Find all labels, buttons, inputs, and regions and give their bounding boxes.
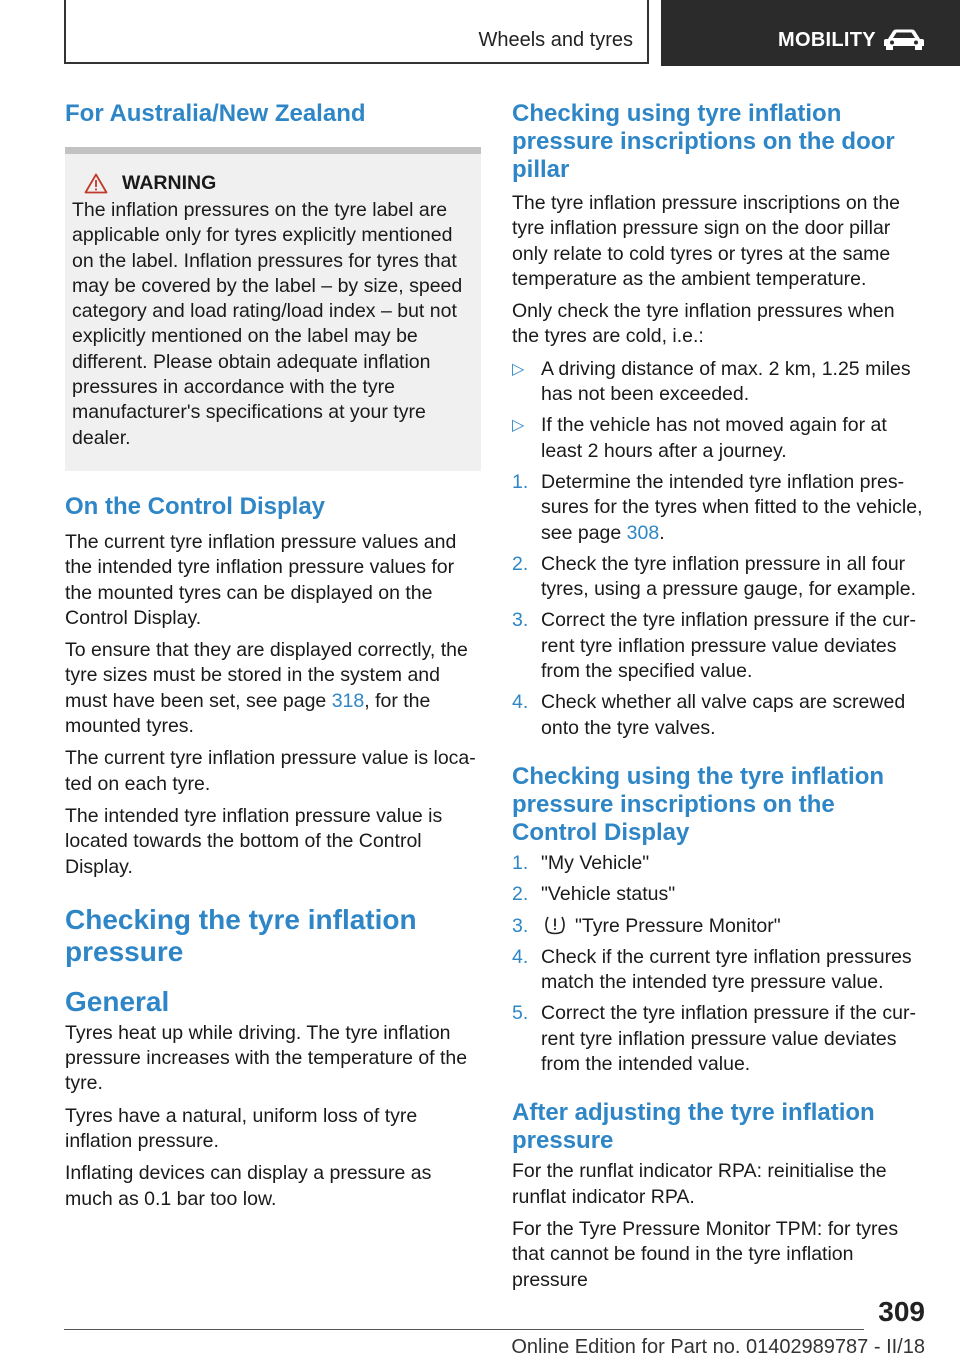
checking-pressure-heading: Checking the tyre inflation pressure: [65, 903, 417, 967]
warning-triangle-icon: [84, 173, 108, 194]
list-item: ▷ A driving distance of max. 2 km, 1.25 miles has not been exceeded.: [512, 357, 925, 408]
left-column: [65, 100, 481, 1219]
warning-label: WARNING: [122, 172, 217, 194]
warning-box: [65, 147, 481, 471]
paragraph: Only check the tyre inflation pressures when the tyres are cold, i.e.:: [512, 300, 895, 348]
control-display-heading: On the Control Display: [65, 492, 326, 520]
chapter-title: MOBILITY: [778, 29, 876, 51]
warning-text: The inflation pressures on the tyre label are applicable only for tyres explicitly mentioned on the label. Inflation pressures for tyres that may be covered by the label – by size, speed category and load rating/load index – but not explicitly mentioned on the label may be different. Please obtain adequate inflation pressures in accordance with the tyre manufacturer's specifications at your tyre dealer.: [72, 199, 463, 449]
edition-text: Online Edition for Part no. 01402989787 - II/18: [511, 1336, 925, 1358]
paragraph: The intended tyre inflation pressure value is located towards the bottom of the Control Display.: [65, 804, 443, 878]
chapter-tab[interactable]: [661, 0, 960, 66]
header-section-box: [64, 0, 649, 64]
paragraph: The current tyre inflation pressure value is located on each tyre.: [65, 747, 476, 795]
list-item: 1. "My Vehicle": [512, 851, 650, 874]
list-item: 3. Correct the tyre inflation pressure if the current tyre inflation pressure value deviates from the specified value.: [512, 609, 916, 683]
general-heading: General: [65, 985, 170, 1017]
car-icon: [883, 28, 925, 50]
page-number: 309: [878, 1296, 925, 1327]
list-item: 2. "Vehicle status": [512, 883, 676, 906]
section-title: Wheels and tyres: [478, 29, 633, 51]
page-link-318[interactable]: 318: [331, 689, 365, 712]
door-pillar-heading: Checking using tyre inflation pressure inscriptions on the door pillar: [512, 100, 895, 183]
list-item: 1. Determine the intended tyre inflation pressures for the tyres when fitted to the vehicle, see page 308.: [512, 470, 923, 544]
list-item: 5. Correct the tyre inflation pressure if the current tyre inflation pressure value deviates from the intended value.: [512, 1002, 916, 1076]
control-display-steps: [512, 851, 925, 1077]
paragraph: Tyres heat up while driving. The tyre inflation pressure increases with the temperature of the tyre.: [65, 1021, 468, 1095]
australia-heading: For Australia/New Zealand: [65, 100, 366, 127]
list-item: 4. Check if the current tyre inflation pressures match the intended tyre pressure value.: [512, 945, 912, 994]
list-item: 2. Check the tyre inflation pressure in all four tyres, using a pressure gauge, for example.: [512, 552, 917, 601]
paragraph: Tyres have a natural, uniform loss of tyre inflation pressure.: [65, 1104, 418, 1153]
warning-header: [84, 172, 471, 195]
paragraph: For the Tyre Pressure Monitor TPM: for tyres that cannot be found in the tyre inflation pressure: [512, 1217, 899, 1291]
right-column: [512, 100, 925, 1300]
paragraph: For the runflat indicator RPA: reinitialise the runflat indicator RPA.: [512, 1160, 887, 1208]
paragraph: To ensure that they are displayed correctly, the tyre sizes must be stored in the system and must have been set, see page 318, for the mounted tyres.: [65, 639, 468, 738]
bullet-marker: ▷: [512, 417, 525, 435]
control-display-check-heading: Checking using the tyre inflation pressure inscriptions on the Control Display: [512, 762, 885, 846]
page-link-308[interactable]: 308: [626, 521, 660, 544]
footer-divider: [64, 1329, 864, 1330]
list-item: 4. Check whether all valve caps are screwed onto the tyre valves.: [512, 691, 906, 739]
condition-list: [512, 357, 925, 741]
paragraph: The tyre inflation pressure inscriptions on the tyre inflation pressure sign on the door pillar only relate to cold tyres or tyres at the same temperature as the ambient temperature.: [512, 192, 901, 290]
paragraph: The current tyre inflation pressure values and the intended tyre inflation pressure values for the mounted tyres can be displayed on the Control Display.: [65, 530, 457, 629]
after-adjusting-heading: After adjusting the tyre inflation pressure: [512, 1099, 875, 1155]
list-item: 3. "Tyre Pressure Monitor": [512, 914, 781, 937]
list-item: ▷ If the vehicle has not moved again for at least 2 hours after a journey.: [512, 413, 925, 464]
tyre-pressure-icon: [543, 915, 567, 935]
bullet-marker: ▷: [512, 360, 525, 378]
paragraph: Inflating devices can display a pressure as much as 0.1 bar too low.: [65, 1162, 432, 1210]
